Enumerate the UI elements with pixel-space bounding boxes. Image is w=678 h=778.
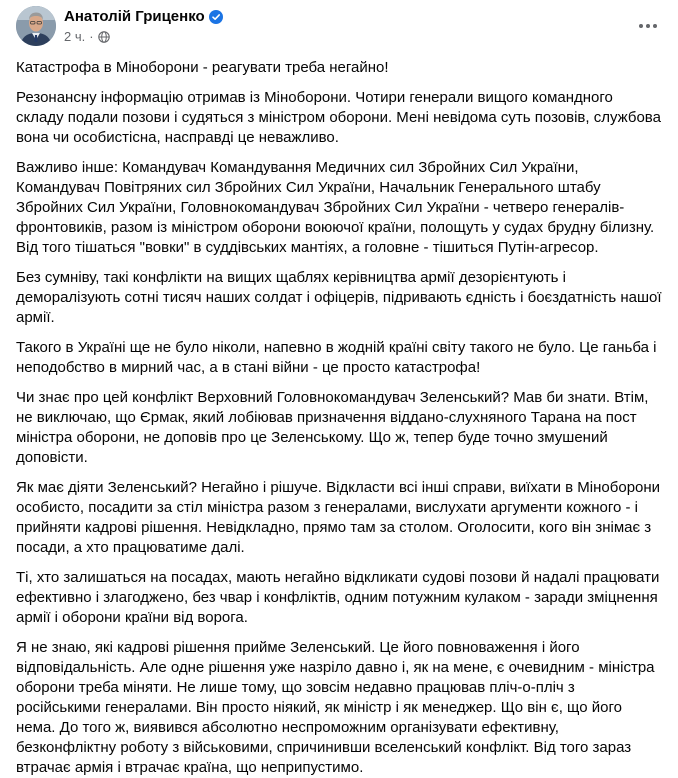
author-meta <box>64 6 223 46</box>
post-options-button[interactable] <box>630 8 666 44</box>
post-paragraph-9: Я не знаю, які кадрові рішення прийме Зеленський. Це його повноваження і його відповідальність. Але одне рішення уже назріло давно і, як на мене, є очевидним - міністра оборони треба міняти. Не лише тому, що зовсім недавно працював пліч-о-пліч з російськими генералами. Він просто ніякий, як міністр і як менеджер. Що він є, що його нема. До того ж, виявився абсолютно неспроможним організувати ефективну, безконфліктну роботу з військовими, спричинивши вселенський конфлікт. Від того зараз втрачає армія і втрачає країна, що неприпустимо. <box>16 639 655 776</box>
post-text <box>16 52 662 778</box>
post-paragraph-7: Як має діяти Зеленський? Негайно і рішуче. Відкласти всі інші справи, виїхати в Міноборони особисто, посадити за стіл міністра разом з генералами, вислухати аргументи кожного - і прийняти кадрові рішення. Невідкладно, прямо там за столом. Оголосити, кого він знімає з посади, а хто працюватиме далі. <box>16 479 661 556</box>
post-timestamp[interactable]: 2 ч. <box>64 29 86 44</box>
author-name[interactable]: Анатолій Гриценко <box>64 8 205 25</box>
post-paragraph-1: Катастрофа в Міноборони - реагувати треба негайно! <box>16 59 389 76</box>
separator-dot: · <box>89 29 94 44</box>
post-paragraph-3: Важливо інше: Командувач Командування Медичних сил Збройних Сил України, Командувач Повітряних сил Збройних Сил України, Начальник Генерального штабу Збройних Сил України, Головнокомандувач Збройних Сил України - четверо генералів-фронтовиків, разом із міністром оборони воюючої країни, полощуть у судах брудну білизну. Від того тішаться "вовки" в суддівських мантіях, а головне - тішиться Путін-агресор. <box>16 159 655 256</box>
post-paragraph-8: Ті, хто залишаться на посадах, мають негайно відкликати судові позови й надалі працювати ефективно і злагоджено, без чвар і конфліктів, одним потужним кулаком - заради зміцнення армії і оборони країни від ворога. <box>16 569 660 626</box>
post-paragraph-5: Такого в Україні ще не було ніколи, напевно в жодній країні світу такого не було. Це ганьба і неподобство в мирний час, а в стані війни - це просто катастрофа! <box>16 339 657 376</box>
more-horizontal-icon <box>638 23 658 29</box>
author-name-row <box>64 7 223 27</box>
verified-badge-icon <box>209 10 223 24</box>
post-paragraph-4: Без сумніву, такі конфлікти на вищих щаблях керівництва армії дезорієнтують і деморалізують сотні тисяч наших солдат і офіцерів, підривають єдність і боєздатність нашої армії. <box>16 269 662 326</box>
globe-icon <box>98 31 110 43</box>
post-sub-row <box>64 28 223 46</box>
post-paragraph-2: Резонансну інформацію отримав із Міноборони. Чотири генерали вищого командного складу подали позови і судяться з міністром оборони. Мені невідома суть позовів, службова вона чи особистісна, насправді це неважливо. <box>16 89 661 146</box>
avatar-image <box>16 6 56 46</box>
author-avatar[interactable] <box>16 6 56 46</box>
post-paragraph-6: Чи знає про цей конфлікт Верховний Головнокомандувач Зеленський? Мав би знати. Втім, не виключаю, що Єрмак, який лобіював призначення віддано-слухняного Тарана на пост міністра оборони, не доповів про це Зеленському. Що ж, тепер буде точно змушений доповісти. <box>16 389 649 466</box>
post-header <box>16 0 662 52</box>
